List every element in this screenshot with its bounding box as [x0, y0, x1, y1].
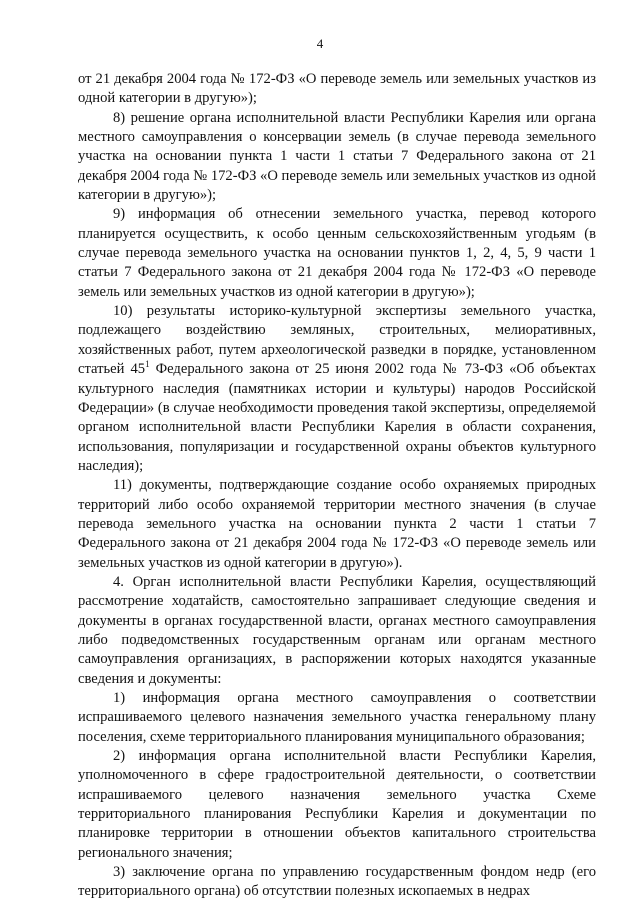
paragraph-item-9: 9) информация об отнесении земельного участка, перевод которого планируется осуществить, к особо ценным сельскохозяйственным угодьям (в случае перевода земельного участка на основании пунктов 1, 2, 4, 5, 9 части 1 статьи 7 Федерального закона от 21 декабря 2004 года № 172-ФЗ «О переводе земель или земельных участков из одной категории в другую»); [78, 206, 596, 300]
paragraph-item-8: 8) решение органа исполнительной власти Республики Карелия или органа местного самоуправления о консервации земель (в случае перевода земельного участка на основании пункта 1 части 1 статьи 7 Федерального закона от 21 декабря 2004 года № 172-ФЗ «О переводе земель или земельных участков из одной категории в другую»); [78, 109, 596, 204]
paragraph-item-10 [78, 302, 596, 476]
document-body [78, 70, 596, 902]
paragraph-subitem-3: 3) заключение органа по управлению государственным фондом недр (его территориального органа) об отсутствии полезных ископаемых в недрах [78, 864, 596, 900]
superscript-article-suffix: 1 [145, 359, 150, 370]
paragraph-section-4: 4. Орган исполнительной власти Республики Карелия, осуществляющий рассмотрение ходатайств, самостоятельно запрашивает следующие сведения и документы в органах государственной власти, органах местного самоуправления либо подведомственных государственным органам или органам местного самоуправления организациях, в распоряжении которых находятся указанные сведения и документы: [78, 573, 596, 687]
paragraph-item-10-part-a: 10) результаты историко-культурной экспертизы земельного участка, подлежащего воздействию земляных, строительных, мелиоративных, хозяйственных работ, путем археологической разведки в порядке, установленном статьей 45 [78, 303, 596, 378]
paragraph-item-11: 11) документы, подтверждающие создание особо охраняемых природных территорий либо особо охраняемой территории местного значения (в случае перевода земельного участка на основании пункта 2 части 1 статьи 7 Федерального закона от 21 декабря 2004 года № 172-ФЗ «О переводе земель или земельных участков из одной категории в другую»). [78, 477, 596, 571]
paragraph-item-10-part-b: Федерального закона от 25 июня 2002 года № 73-ФЗ «Об объектах культурного наследия (памятниках истории и культуры) народов Российской Федерации» (в случае необходимости проведения такой экспертизы, определяемой органом исполнительной власти Республики Карелия в области сохранения, использования, популяризации и государственной охраны объектов культурного наследия); [78, 361, 596, 474]
page-number: 4 [316, 36, 324, 51]
paragraph-subitem-2: 2) информация органа исполнительной власти Республики Карелия, уполномоченного в сфере градостроительной деятельности, о соответствии испрашиваемого целевого назначения земельного участка Схеме территориального планирования Республики Карелия и документации по планировке территории в отношении объектов капитального строительства регионального значения; [78, 748, 596, 861]
paragraph-subitem-1: 1) информация органа местного самоуправления о соответствии испрашиваемого целевого назначения земельного участка генеральному плану поселения, схеме территориального планирования муниципального образования; [78, 690, 596, 745]
paragraph-continuation: от 21 декабря 2004 года № 172-ФЗ «О переводе земель или земельных участков из одной категории в другую»); [78, 71, 596, 107]
